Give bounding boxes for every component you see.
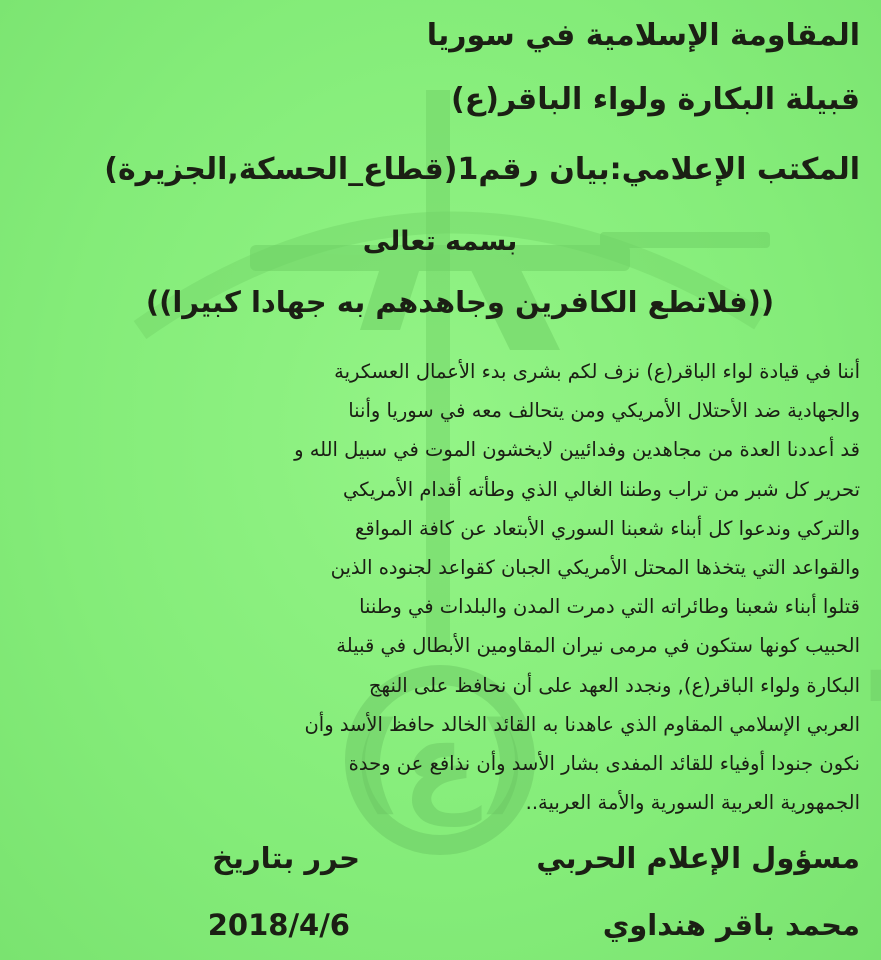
body-line: والتركي وندعوا كل أبناء شعبنا السوري الأبتعاد عن كافة المواقع <box>355 516 860 540</box>
watermark-calligraphy <box>870 408 881 701</box>
body-line: البكارة ولواء الباقر(ع), ونجدد العهد على أن نحافظ على النهج <box>368 673 860 697</box>
body-line: والقواعد التي يتخذها المحتل الأمريكي الجبان كقواعد لجنوده الذين <box>330 556 860 580</box>
body-line: الحبيب كونها ستكون في مرمى نيران المقاومين الأبطال في قبيلة <box>336 634 860 658</box>
body-line: قتلوا أبناء شعبنا وطائراته التي دمرت المدن والبلدات في وطننا <box>359 595 860 619</box>
body-line: نكون جنودا أوفياء للقائد المفدى بشار الأسد وأن نذافع عن وحدة <box>348 752 860 776</box>
signatory-name: محمد باقر هنداوي <box>602 908 860 942</box>
body-line: والجهادية ضد الأحتلال الأمريكي ومن يتحالف معه في سوريا وأننا <box>348 399 860 423</box>
body-line: تحرير كل شبر من تراب وطننا الغالي الذي وطأته أقدام الأمريكي <box>342 477 860 501</box>
written-on-label: حرر بتاريخ <box>212 841 360 875</box>
quranic-verse: ((فلاتطع الكافرين وجاهدهم به جهادا كبيرا)) <box>145 285 775 319</box>
watermark-emblem-letter: (ع) <box>352 698 528 826</box>
statement-date: 2018/4/6 <box>207 908 350 942</box>
body-line: قد أعددنا العدة من مجاهدين وفدائيين لايخشون الموت في سبيل الله و <box>294 438 860 462</box>
statement-document <box>100 0 860 960</box>
header-tribe-brigade: قبيلة البكارة ولواء الباقر(ع) <box>450 82 860 117</box>
statement-body <box>100 352 860 822</box>
body-line: أننا في قيادة لواء الباقر(ع) نزف لكم بشرى بدء الأعمال العسكرية <box>334 360 860 383</box>
signatory-role: مسؤول الإعلام الحربي <box>536 841 860 875</box>
header-media-office: المكتب الإعلامي:بيان رقم1(قطاع_الحسكة,الجزيرة) <box>104 152 860 187</box>
basmala: بسمه تعالى <box>362 226 518 257</box>
header-organization: المقاومة الإسلامية في سوريا <box>426 18 860 53</box>
body-line: الجمهورية العربية السورية والأمة العربية.. <box>525 791 860 815</box>
body-line: العربي الإسلامي المقاوم الذي عاهدنا به القائد الخالد حافظ الأسد وأن <box>304 712 860 736</box>
